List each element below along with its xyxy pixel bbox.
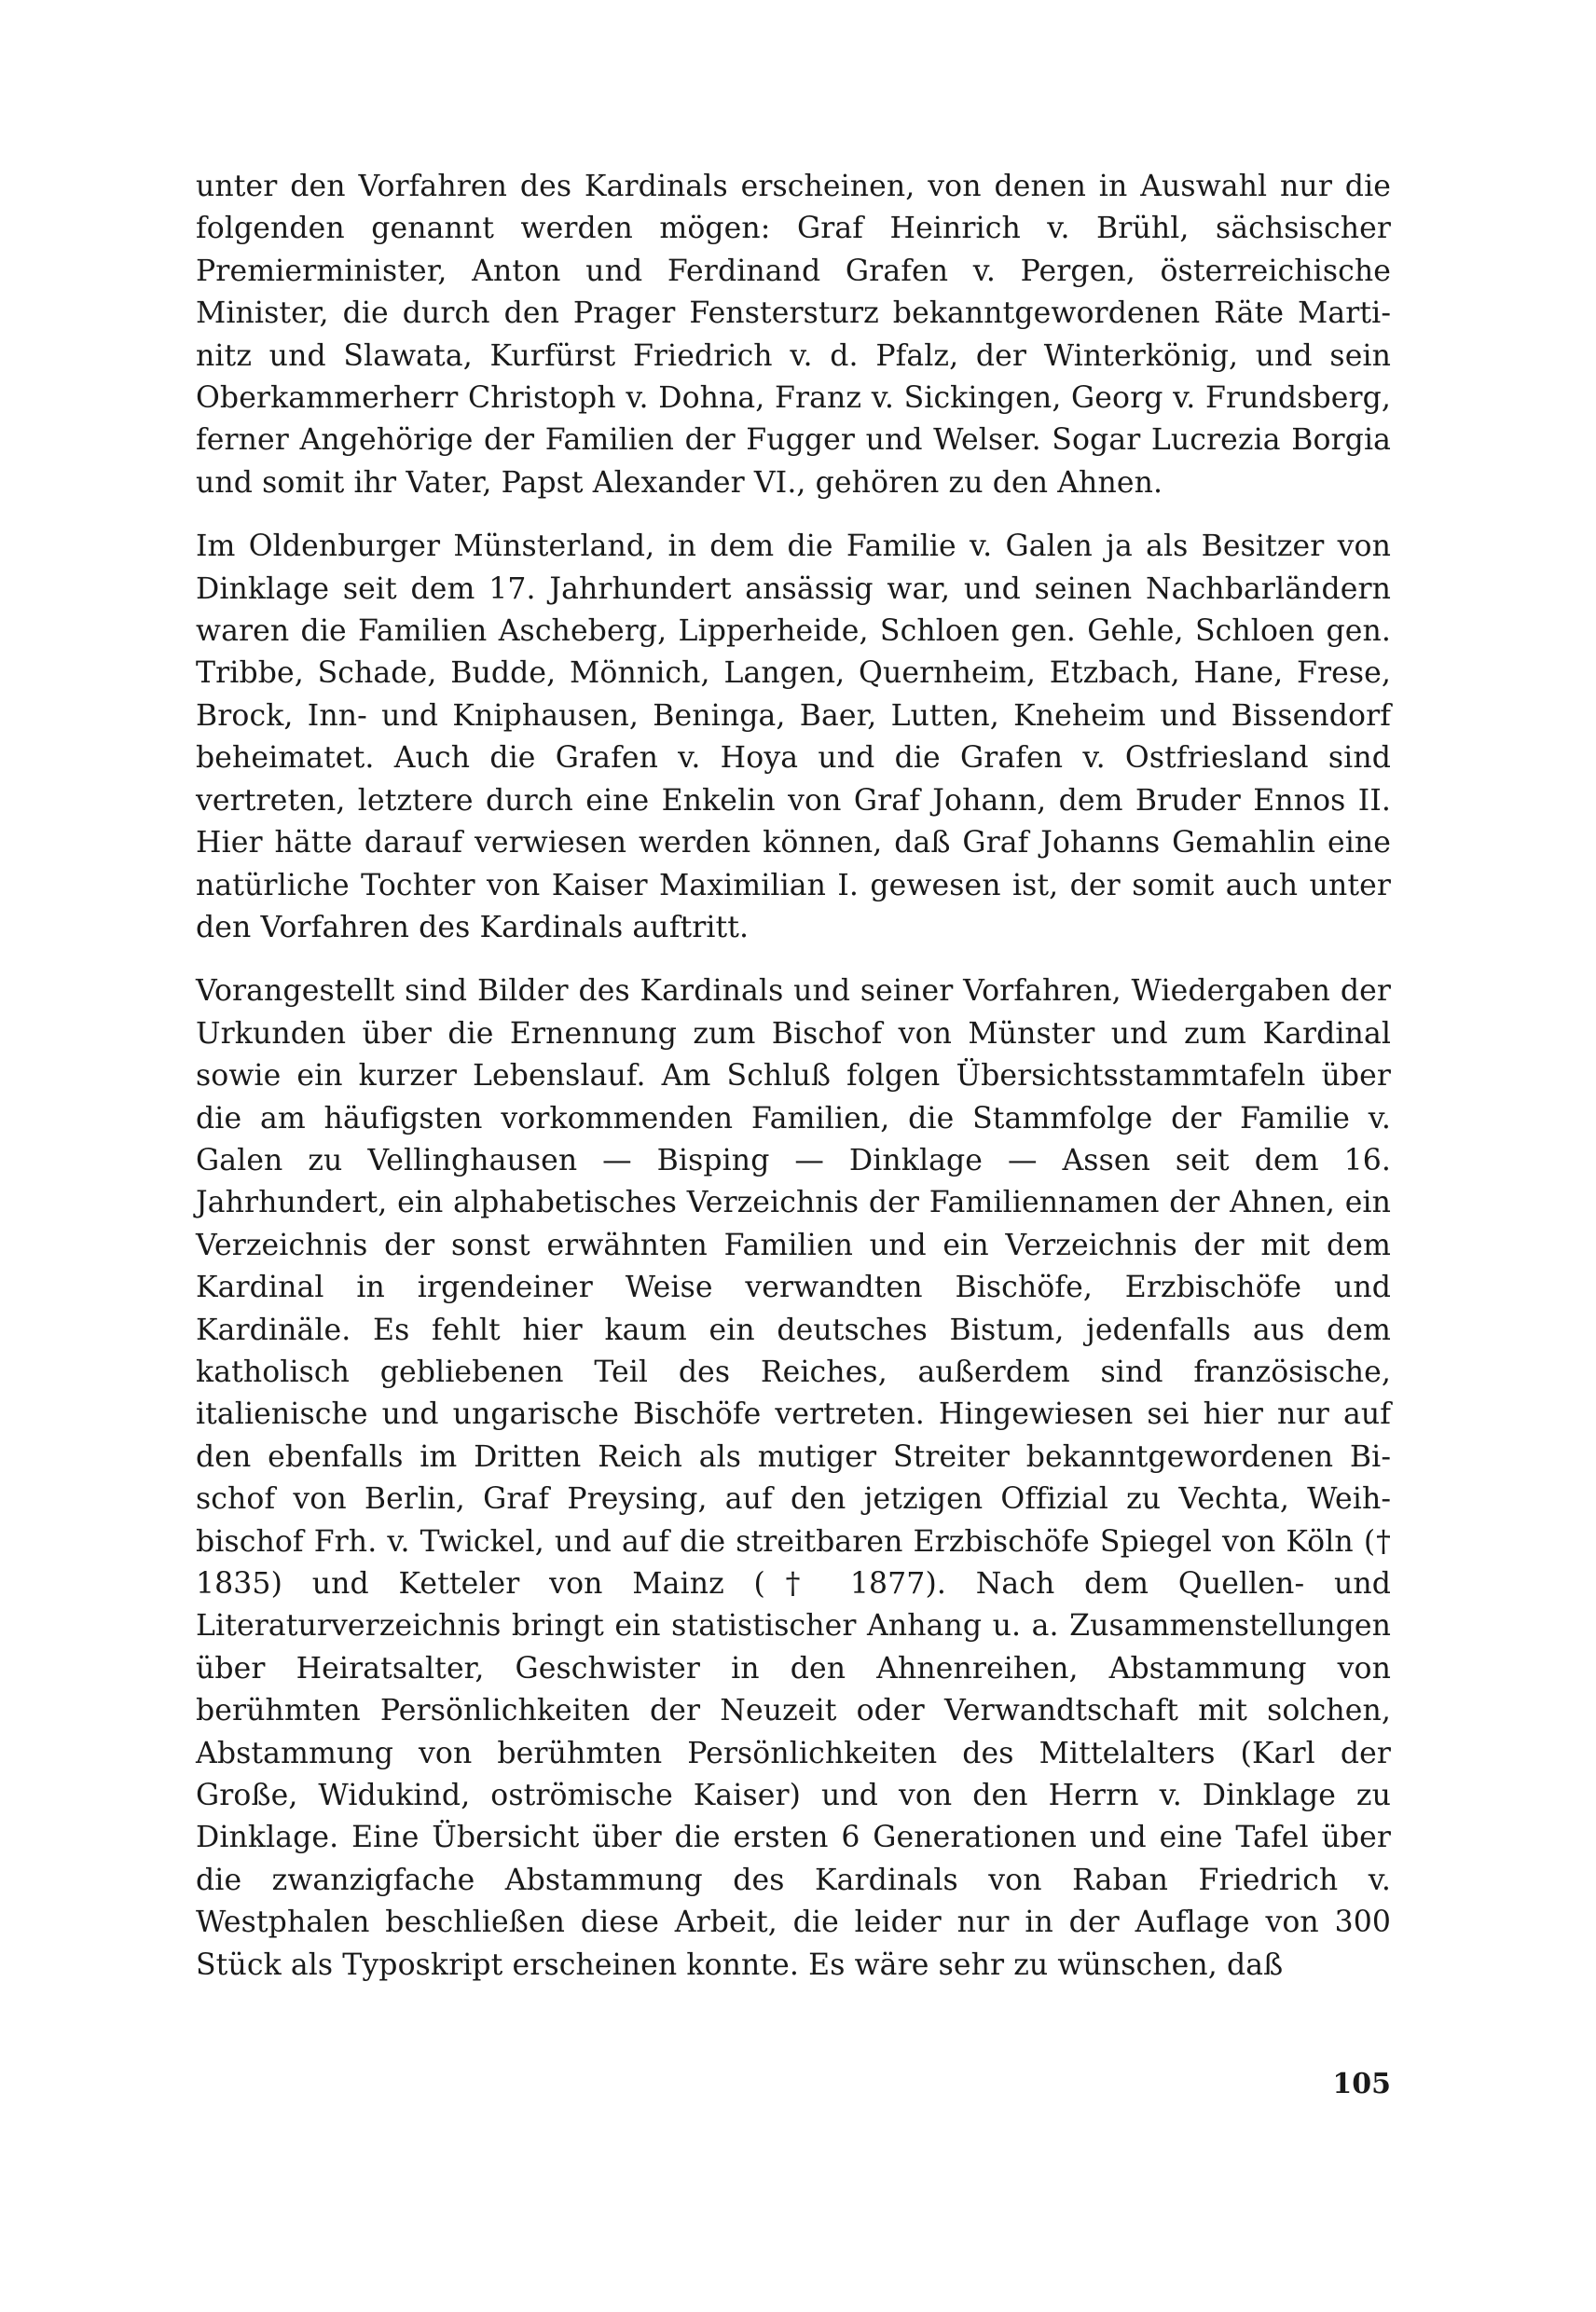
- paragraph-2: Im Oldenburger Münsterland, in dem die Familie v. Galen ja als Besitzer von Dinklage seit dem 17. Jahrhundert ansässig war, und seinen Nachbarländern waren die Familien Ascheberg, Lipperheide, Schloen gen. Gehle, Schloen gen. Tribbe, Schade, Budde, Mönnich, Langen, Quernheim, Etzbach, Hane, Frese, Brock, Inn- und Kniphausen, Beninga, Baer, Lutten, Kneheim und Bissendorf beheimatet. Auch die Grafen v. Hoya und die Grafen v. Ostfriesland sind vertreten, letztere durch eine Enkelin von Graf Johann, dem Bruder Ennos II. Hier hätte darauf verwiesen werden können, daß Graf Johanns Gemahlin eine natürliche Tochter von Kaiser Maximilian I. gewesen ist, der somit auch unter den Vorfahren des Kardinals auftritt.: [196, 530, 1391, 944]
- body-text: [196, 166, 1391, 1987]
- paragraph-1: unter den Vorfahren des Kardinals erscheinen, von denen in Auswahl nur die folgenden genannt werden mögen: Graf Heinrich v. Brühl, sächsischer Premierminister, Anton und Ferdinand Grafen v. Pergen, österreichische Minister, die durch den Prager Fenstersturz bekanntgewordenen Räte Martinitz und Slawata, Kurfürst Friedrich v. d. Pfalz, der Winterkönig, und sein Oberkammerherr Christoph v. Dohna, Franz v. Sickingen, Georg v. Frundsberg, ferner Angehörige der Familien der Fugger und Welser. Sogar Lucrezia Borgia und somit ihr Vater, Papst Alexander VI., gehören zu den Ahnen.: [196, 170, 1391, 500]
- paragraph-3: Vorangestellt sind Bilder des Kardinals und seiner Vorfahren, Wiedergaben der Urkunden über die Ernennung zum Bischof von Münster und zum Kardinal sowie ein kurzer Lebenslauf. Am Schluß folgen Übersichtsstammtafeln über die am häufigsten vorkommenden Familien, die Stammfolge der Familie v. Galen zu Vellinghausen — Bisping — Dinklage — Assen seit dem 16. Jahrhundert, ein alphabetisches Verzeichnis der Familiennamen der Ahnen, ein Verzeichnis der sonst erwähnten Familien und ein Verzeichnis der mit dem Kardinal in irgendeiner Weise verwandten Bischöfe, Erzbischöfe und Kardinäle. Es fehlt hier kaum ein deutsches Bistum, jedenfalls aus dem katholisch gebliebenen Teil des Reiches, außerdem sind französische, italienische und ungarische Bischöfe vertreten. Hingewiesen sei hier nur auf den ebenfalls im Dritten Reich als mutiger Streiter bekanntgewordenen Bischof von Berlin, Graf Preysing, auf den jetzigen Offizial zu Vechta, Weihbischof Frh. v. Twickel, und auf die streitbaren Erzbischöfe Spiegel von Köln († 1835) und Ketteler von Mainz († 1877). Nach dem Quellen- und Literaturverzeichnis bringt ein statistischer Anhang u. a. Zusammenstellungen über Heiratsalter, Geschwister in den Ahnenreihen, Abstammung von berühmten Persönlichkeiten der Neuzeit oder Verwandtschaft mit solchen, Abstammung von berühmten Persönlichkeiten des Mittelalters (Karl der Große, Widukind, oströmische Kaiser) und von den Herrn v. Dinklage zu Dinklage. Eine Übersicht über die ersten 6 Generationen und eine Tafel über die zwanzigfache Abstammung des Kardinals von Raban Friedrich v. Westphalen beschließen diese Arbeit, die leider nur in der Auflage von 300 Stück als Typoskript erscheinen konnte. Es wäre sehr zu wünschen, daß: [196, 974, 1391, 1982]
- page-number: 105: [1332, 2068, 1391, 2100]
